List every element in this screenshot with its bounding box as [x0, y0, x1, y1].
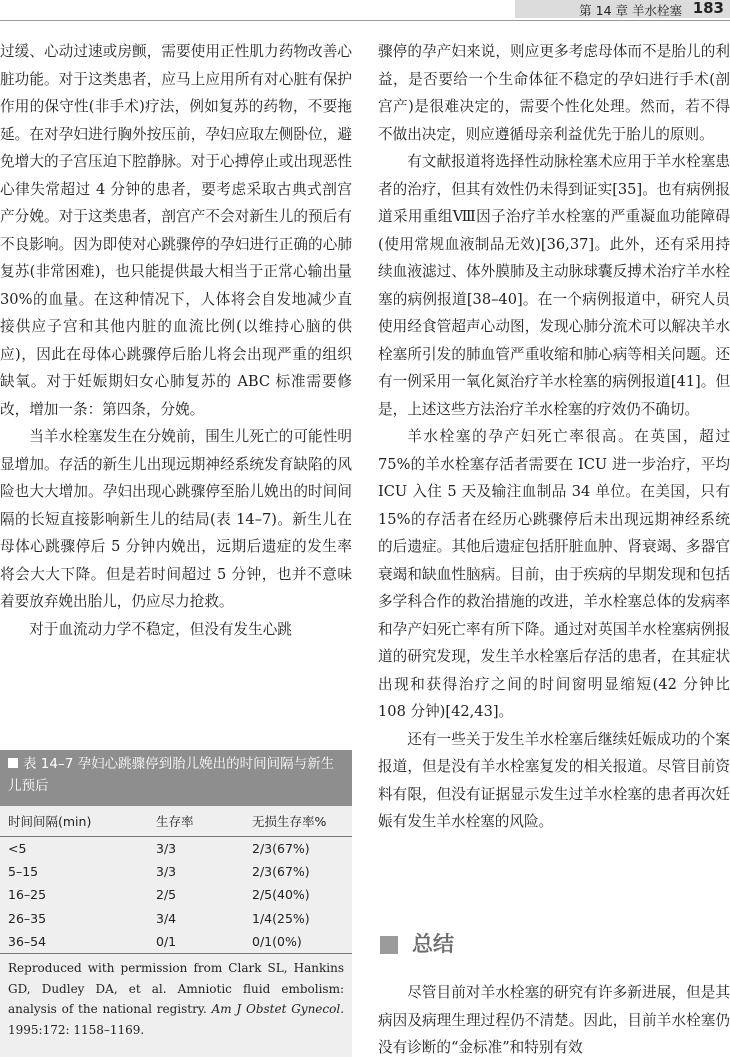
- cell-survival: 2/5: [156, 887, 177, 903]
- table-row: [0, 907, 352, 931]
- header-intact-survival: 无损生存率%: [244, 806, 352, 836]
- chapter-title: 第 14 章 羊水栓塞: [579, 3, 682, 18]
- summary-heading-text: 总结: [412, 932, 454, 956]
- right-paragraph-3: 羊水栓塞的孕产妇死亡率很高。在英国，超过 75%的羊水栓塞存活者需要在 ICU 进一步治疗，平均 ICU 入住 5 天及输注血制品 34 单位。在美国，只有 15%的存活者在经历心跳骤停后未出现远期神经系统的后遗症。其他后遗症包括肝脏血肿、肾衰竭、多器官衰竭和缺血性脑病。目前，由于疾病的早期发现和包括多学科合作的救治措施的改进，羊水栓塞总体的发病率和孕产妇死亡率有所下降。通过对英国羊水栓塞病例报道的研究发现，发生羊水栓塞后存活的患者，在其症状出现和获得治疗之间的时间窗明显缩短(42 分钟比 108 分钟)[42,43]。: [378, 428, 730, 720]
- data-table: [0, 806, 352, 954]
- page-header: [0, 0, 730, 20]
- table-title: 表 14–7 孕妇心跳骤停到胎儿娩出的时间间隔与新生儿预后: [8, 756, 335, 794]
- header-survival: 生存率: [148, 806, 244, 836]
- left-paragraph-3: 对于血流动力学不稳定，但没有发生心跳: [29, 620, 292, 638]
- page-number: 183: [692, 0, 724, 17]
- cell-interval: <5: [8, 840, 27, 856]
- cell-intact-survival: 2/3(67%): [252, 840, 310, 856]
- note-journal: Am J Obstet Gynecol.: [211, 1002, 345, 1016]
- left-column: [0, 38, 352, 643]
- table-row: [0, 836, 352, 860]
- table-row: [0, 860, 352, 884]
- cell-interval: 26–35: [8, 910, 47, 926]
- title-square-icon: [8, 758, 18, 768]
- table-header-row: [0, 806, 352, 836]
- header-rule: [0, 20, 730, 21]
- cell-survival: 0/1: [148, 930, 244, 954]
- table-14-7: [0, 750, 352, 1057]
- note-citation: Reproduced with permission from Clark SL, Hankins GD, Dudley DA, et al. Amniotic fluid embolism: analysis of the national registry.: [8, 961, 344, 1016]
- cell-interval: 5–15: [8, 863, 39, 879]
- cell-intact-survival: 2/5(40%): [252, 887, 310, 903]
- note-volume: 1995:172: 1158–1169.: [8, 1022, 145, 1037]
- summary-section: [378, 979, 730, 1057]
- table-row: [0, 883, 352, 907]
- right-paragraph-4: 还有一些关于发生羊水栓塞后继续妊娠成功的个案报道，但是没有羊水栓塞复发的相关报道。尽管目前资料有限，但没有证据显示发生过羊水栓塞的患者再次妊娠有发生羊水栓塞的风险。: [378, 730, 730, 830]
- right-column: [378, 38, 730, 836]
- heading-square-icon: [380, 936, 398, 954]
- cell-interval: 16–25: [8, 887, 47, 903]
- header-interval: 时间间隔(min): [0, 806, 148, 836]
- cell-survival: 3/3: [156, 863, 177, 879]
- summary-paragraph: 尽管目前对羊水栓塞的研究有许多新进展，但是其病因及病理生理过程仍不清楚。因此，目前羊水栓塞仍没有诊断的“金标准”和特别有效: [378, 984, 730, 1056]
- right-paragraph-1: 骤停的孕产妇来说，则应更多考虑母体而不是胎儿的利益，是否要给一个生命体征不稳定的孕妇进行手术(剖宫产)是很难决定的，需要个性化处理。然而，若不得不做出决定，则应遵循母亲利益优先于胎儿的原则。: [378, 43, 730, 143]
- left-paragraph-1: 过缓、心动过速或房颤，需要使用正性肌力药物改善心脏功能。对于这类患者，应马上应用所有对心脏有保护作用的保守性(非手术)疗法，例如复苏的药物，不要拖延。在对孕妇进行胸外按压前，孕妇应取左侧卧位，避免增大的子宫压迫下腔静脉。对于心搏停止或出现恶性心律失常超过 4 分钟的患者，要考虑采取古典式剖宫产分娩。对于这类患者，剖宫产不会对新生儿的预后有不良影响。因为即使对心跳骤停的孕妇进行正确的心肺复苏(非常困难)，也只能提供最大相当于正常心输出量 30%的血量。在这种情况下，人体将会自发地减少直接供应子宫和其他内脏的血流比例(以维持心脑的供应)，因此在母体心跳骤停后胎儿将会出现严重的组织缺氧。对于妊娠期妇女心肺复苏的 ABC 标准需要修改，增加一条：第四条，分娩。: [0, 43, 352, 418]
- cell-intact-survival: 2/3(67%): [252, 863, 310, 879]
- left-paragraph-2: 当羊水栓塞发生在分娩前，围生儿死亡的可能性明显增加。存活的新生儿出现远期神经系统发育缺陷的风险也大大增加。孕妇出现心跳骤停至胎儿娩出的时间间隔的长短直接影响新生儿的结局(表 14–7)。新生儿在母体心跳骤停后 5 分钟内娩出，远期后遗症的发生率将会大大下降。但是若时间超过 5 分钟，也并不意味着要放弃娩出胎儿，仍应尽力抢救。: [0, 428, 352, 610]
- cell-intact-survival: 0/1(0%): [244, 930, 352, 954]
- table-row: [0, 930, 352, 954]
- cell-survival: 3/3: [156, 840, 177, 856]
- table-source-note: [0, 954, 352, 1040]
- cell-intact-survival: 1/4(25%): [252, 910, 310, 926]
- right-paragraph-2: 有文献报道将选择性动脉栓塞术应用于羊水栓塞患者的治疗，但其有效性仍未得到证实[35]。也有病例报道采用重组Ⅷ因子治疗羊水栓塞的严重凝血功能障碍(使用常规血液制品无效)[36,37]。此外，还有采用持续血液滤过、体外膜肺及主动脉球囊反搏术治疗羊水栓塞的病例报道[38–40]。在一个病例报道中，研究人员使用经食管超声心动图，发现心肺分流术可以解决羊水栓塞所引发的肺血管严重收缩和肺心病等相关问题。还有一例采用一氧化氮治疗羊水栓塞的病例报道[41]。但是，上述这些方法治疗羊水栓塞的疗效仍不确切。: [378, 153, 730, 418]
- table-title-bar: [0, 750, 352, 806]
- cell-survival: 3/4: [156, 910, 177, 926]
- cell-interval: 36–54: [0, 930, 148, 954]
